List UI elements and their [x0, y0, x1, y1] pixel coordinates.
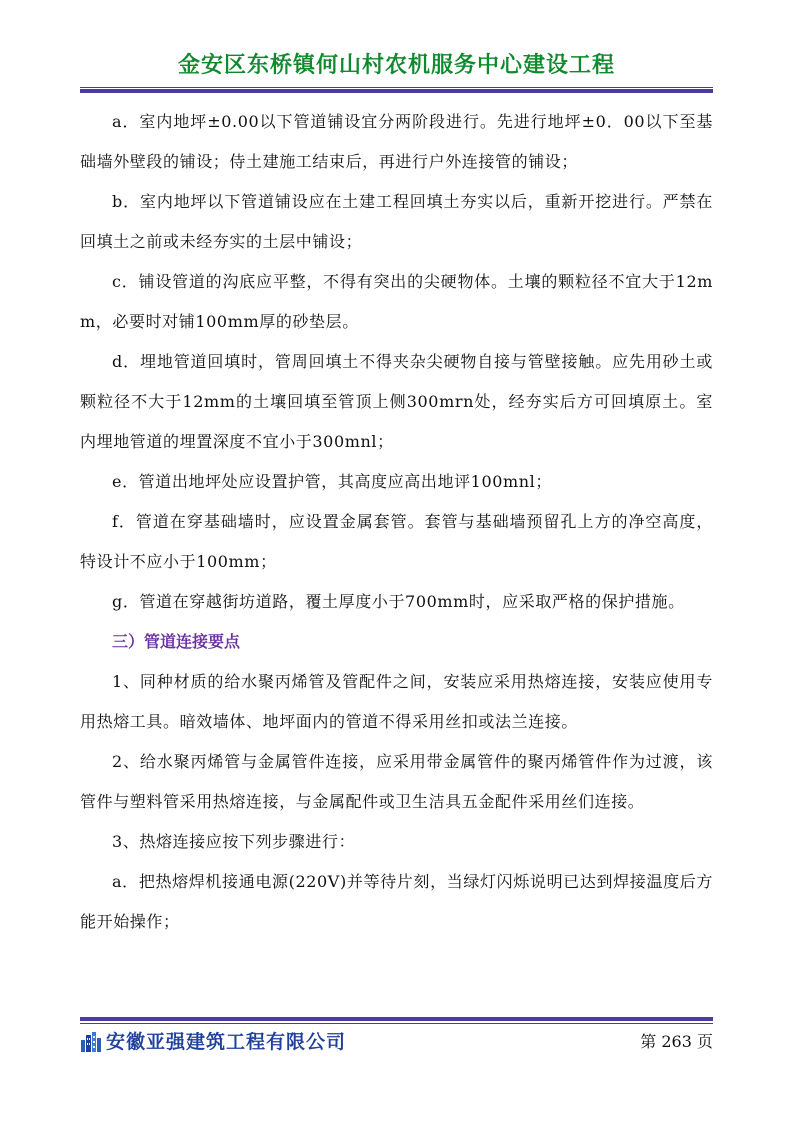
- footer-rule-thin: [80, 1023, 713, 1024]
- paragraph-1: 1、同种材质的给水聚丙烯管及管配件之间，安装应采用热熔连接，安装应使用专用热熔工具。暗效墙体、地坪面内的管道不得采用丝扣或法兰连接。: [80, 672, 713, 731]
- paragraph-d: d．埋地管道回填时，管周回填土不得夹杂尖硬物自接与管壁接触。应先用砂土或颗粒径不大于12mm的土壤回填至管顶上侧300mrn处，经夯实后方可回填原土。室内埋地管道的埋置深度不宜小于300mnl；: [80, 352, 713, 451]
- paragraph-a: a．室内地坪±0.00以下管道铺设宜分两阶段进行。先进行地坪±0．00以下至基础墙外壁段的铺设；侍土建施工结束后，再进行户外连接管的铺设；: [80, 112, 713, 171]
- paragraph-3a: a．把热熔焊机接通电源(220V)并等待片刻，当绿灯闪烁说明已达到焊接温度后方能开始操作；: [80, 872, 713, 931]
- document-body: [80, 102, 713, 942]
- paragraph-c: c．铺设管道的沟底应平整，不得有突出的尖硬物体。土壤的颗粒径不宜大于12mm，必要时对铺100mm厚的砂垫层。: [80, 272, 713, 331]
- header-rule-thick: [80, 89, 713, 93]
- page-title: 金安区东桥镇何山村农机服务中心建设工程: [177, 53, 615, 78]
- building-logo-icon: [80, 1032, 102, 1052]
- header-rule-thin: [80, 87, 713, 88]
- paragraph-f: f．管道在穿基础墙时，应设置金属套管。套管与基础墙预留孔上方的净空高度，特设计不应小于100mm；: [80, 512, 713, 571]
- paragraph-b: b．室内地坪以下管道铺设应在土建工程回填土夯实以后，重新开挖进行。严禁在回填土之前或未经夯实的土层中铺设；: [80, 192, 713, 251]
- page-number: 第 263 页: [640, 1032, 713, 1051]
- paragraph-3: 3、热熔连接应按下列步骤进行：: [112, 832, 356, 851]
- paragraph-g: g．管道在穿越街坊道路，覆土厚度小于700mm时，应采取严格的保护措施。: [112, 592, 685, 611]
- section-heading: 三）管道连接要点: [112, 632, 241, 651]
- footer-rule-thick: [80, 1017, 713, 1021]
- paragraph-e: e．管道出地坪处应设置护管，其高度应高出地评100mnl；: [112, 472, 553, 491]
- paragraph-2: 2、给水聚丙烯管与金属管件连接，应采用带金属管件的聚丙烯管件作为过渡，该管件与塑料管采用热熔连接，与金属配件或卫生洁具五金配件采用丝们连接。: [80, 752, 713, 811]
- company-name: 安徽亚强建筑工程有限公司: [106, 1031, 347, 1053]
